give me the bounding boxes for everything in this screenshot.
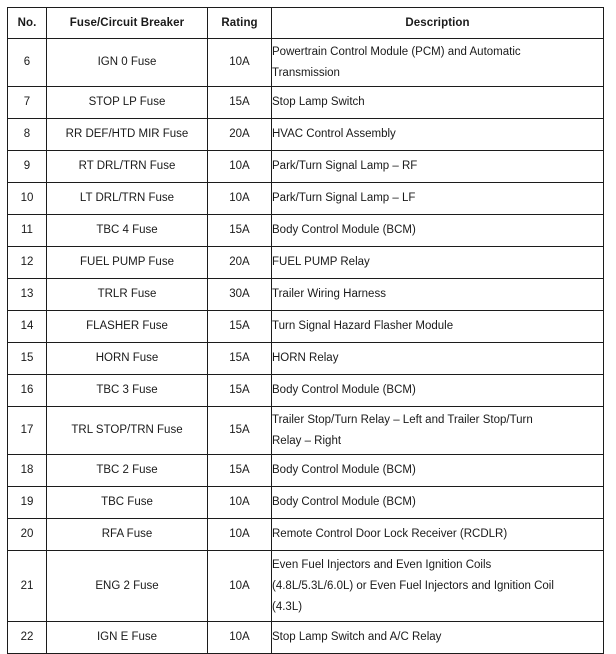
cell-number: 16 xyxy=(8,375,47,407)
table-row xyxy=(8,87,604,119)
cell-fuse-name: RT DRL/TRN Fuse xyxy=(47,151,208,183)
description-line: FUEL PUMP Relay xyxy=(272,256,370,268)
cell-description xyxy=(272,455,604,487)
cell-description xyxy=(272,119,604,151)
cell-rating: 20A xyxy=(208,247,272,279)
cell-number: 19 xyxy=(8,487,47,519)
cell-fuse-name: RFA Fuse xyxy=(47,519,208,551)
cell-number: 8 xyxy=(8,119,47,151)
cell-fuse-name: TBC 2 Fuse xyxy=(47,455,208,487)
cell-rating: 10A xyxy=(208,151,272,183)
table-row xyxy=(8,343,604,375)
cell-number: 20 xyxy=(8,519,47,551)
cell-description xyxy=(272,215,604,247)
cell-rating: 15A xyxy=(208,311,272,343)
table-body xyxy=(8,39,604,654)
cell-rating: 15A xyxy=(208,87,272,119)
fuse-table-container xyxy=(7,7,603,654)
description-line: (4.3L) xyxy=(272,600,303,613)
cell-number: 11 xyxy=(8,215,47,247)
cell-description xyxy=(272,183,604,215)
description-line: Trailer Stop/Turn Relay – Left and Trailer Stop/Turn xyxy=(272,413,533,426)
cell-rating: 15A xyxy=(208,407,272,455)
fuse-circuit-breaker-table xyxy=(7,7,604,654)
description-line: Relay – Right xyxy=(272,434,342,447)
table-row xyxy=(8,455,604,487)
description-line: Stop Lamp Switch and A/C Relay xyxy=(272,631,442,643)
cell-description xyxy=(272,311,604,343)
cell-rating: 10A xyxy=(208,183,272,215)
table-row xyxy=(8,215,604,247)
cell-description xyxy=(272,375,604,407)
description-line: Park/Turn Signal Lamp – RF xyxy=(272,160,418,172)
description-line: HVAC Control Assembly xyxy=(272,128,396,140)
cell-number: 7 xyxy=(8,87,47,119)
cell-fuse-name: IGN 0 Fuse xyxy=(47,39,208,87)
description-line: Even Fuel Injectors and Even Ignition Coils xyxy=(272,558,492,571)
cell-number: 9 xyxy=(8,151,47,183)
cell-description xyxy=(272,343,604,375)
cell-fuse-name: LT DRL/TRN Fuse xyxy=(47,183,208,215)
table-row xyxy=(8,551,604,622)
cell-description xyxy=(272,247,604,279)
table-row xyxy=(8,375,604,407)
table-header xyxy=(8,8,604,39)
cell-fuse-name: TRLR Fuse xyxy=(47,279,208,311)
table-row xyxy=(8,151,604,183)
column-header-description: Description xyxy=(272,8,604,39)
cell-number: 13 xyxy=(8,279,47,311)
description-line: Park/Turn Signal Lamp – LF xyxy=(272,192,416,204)
cell-number: 17 xyxy=(8,407,47,455)
cell-description xyxy=(272,487,604,519)
table-row xyxy=(8,519,604,551)
cell-description xyxy=(272,519,604,551)
column-header-fuse: Fuse/Circuit Breaker xyxy=(47,8,208,39)
description-line: Transmission xyxy=(272,66,340,79)
column-header-rating: Rating xyxy=(208,8,272,39)
cell-fuse-name: STOP LP Fuse xyxy=(47,87,208,119)
cell-fuse-name: HORN Fuse xyxy=(47,343,208,375)
cell-rating: 15A xyxy=(208,343,272,375)
description-line: Body Control Module (BCM) xyxy=(272,384,416,396)
table-row xyxy=(8,622,604,654)
table-header-row xyxy=(8,8,604,39)
cell-fuse-name: RR DEF/HTD MIR Fuse xyxy=(47,119,208,151)
cell-rating: 15A xyxy=(208,215,272,247)
cell-fuse-name: TBC Fuse xyxy=(47,487,208,519)
cell-number: 21 xyxy=(8,551,47,622)
description-line: HORN Relay xyxy=(272,352,339,364)
description-line: Body Control Module (BCM) xyxy=(272,224,416,236)
cell-number: 6 xyxy=(8,39,47,87)
cell-description xyxy=(272,551,604,622)
table-row xyxy=(8,311,604,343)
description-line: Turn Signal Hazard Flasher Module xyxy=(272,320,454,332)
cell-fuse-name: IGN E Fuse xyxy=(47,622,208,654)
cell-description xyxy=(272,279,604,311)
cell-description xyxy=(272,39,604,87)
table-row xyxy=(8,39,604,87)
cell-description xyxy=(272,87,604,119)
description-line: (4.8L/5.3L/6.0L) or Even Fuel Injectors and Ignition Coil xyxy=(272,579,554,592)
cell-number: 22 xyxy=(8,622,47,654)
description-line: Trailer Wiring Harness xyxy=(272,288,386,300)
cell-rating: 15A xyxy=(208,455,272,487)
column-header-no: No. xyxy=(8,8,47,39)
cell-rating: 10A xyxy=(208,487,272,519)
table-row xyxy=(8,279,604,311)
description-line: Body Control Module (BCM) xyxy=(272,464,416,476)
cell-description xyxy=(272,407,604,455)
description-line: Remote Control Door Lock Receiver (RCDLR) xyxy=(272,528,508,540)
cell-rating: 15A xyxy=(208,375,272,407)
table-row xyxy=(8,183,604,215)
table-row xyxy=(8,407,604,455)
cell-rating: 20A xyxy=(208,119,272,151)
cell-rating: 30A xyxy=(208,279,272,311)
description-line: Powertrain Control Module (PCM) and Automatic xyxy=(272,45,521,58)
cell-number: 15 xyxy=(8,343,47,375)
table-row xyxy=(8,247,604,279)
cell-fuse-name: FLASHER Fuse xyxy=(47,311,208,343)
description-line: Stop Lamp Switch xyxy=(272,96,365,108)
cell-rating: 10A xyxy=(208,39,272,87)
cell-number: 10 xyxy=(8,183,47,215)
cell-number: 18 xyxy=(8,455,47,487)
cell-number: 12 xyxy=(8,247,47,279)
cell-rating: 10A xyxy=(208,519,272,551)
cell-number: 14 xyxy=(8,311,47,343)
cell-rating: 10A xyxy=(208,622,272,654)
description-line: Body Control Module (BCM) xyxy=(272,496,416,508)
cell-description xyxy=(272,151,604,183)
table-row xyxy=(8,487,604,519)
cell-description xyxy=(272,622,604,654)
cell-fuse-name: ENG 2 Fuse xyxy=(47,551,208,622)
cell-fuse-name: TBC 3 Fuse xyxy=(47,375,208,407)
cell-rating: 10A xyxy=(208,551,272,622)
table-row xyxy=(8,119,604,151)
cell-fuse-name: TBC 4 Fuse xyxy=(47,215,208,247)
cell-fuse-name: TRL STOP/TRN Fuse xyxy=(47,407,208,455)
cell-fuse-name: FUEL PUMP Fuse xyxy=(47,247,208,279)
